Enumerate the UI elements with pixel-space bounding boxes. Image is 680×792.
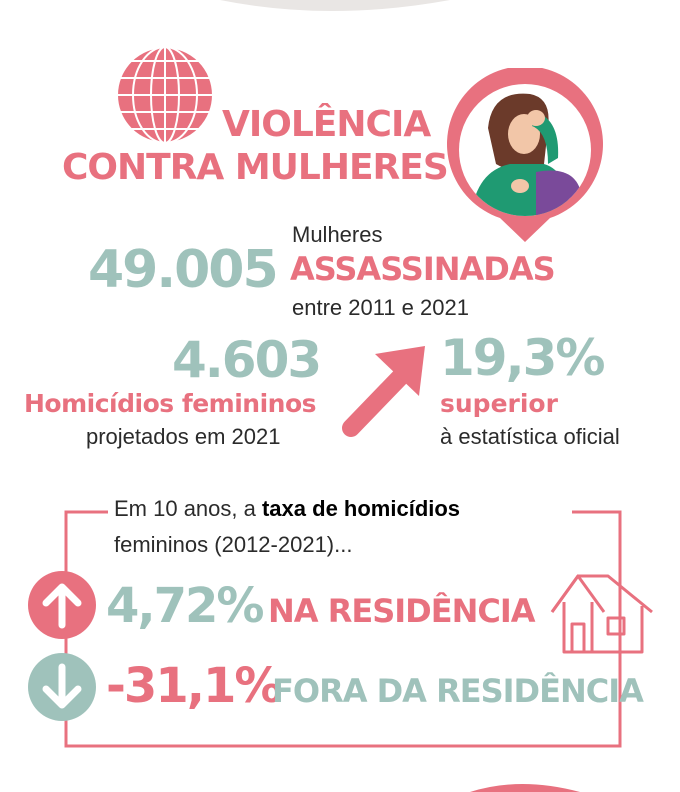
total-value: 49.005 xyxy=(88,240,277,300)
title-line-1: VIOLÊNCIA xyxy=(222,104,431,145)
rate-intro-line-2: femininos (2012-2021)... xyxy=(114,532,353,557)
total-line-1: Mulheres xyxy=(292,222,383,247)
superior-value: 19,3% xyxy=(440,329,604,387)
house-icon xyxy=(548,566,658,658)
arrow-down-circle-icon xyxy=(26,651,98,723)
inside-value: 4,72% xyxy=(106,578,263,634)
title-line-2: CONTRA MULHERES xyxy=(62,147,448,188)
projected-label: Homicídios femininos xyxy=(24,389,317,418)
projected-sub: projetados em 2021 xyxy=(86,424,281,449)
inside-label: NA RESIDÊNCIA xyxy=(268,592,535,630)
superior-label: superior xyxy=(440,389,558,418)
projected-value: 4.603 xyxy=(172,331,321,389)
outside-label: FORA DA RESIDÊNCIA xyxy=(272,672,643,710)
total-line-2: ASSASSINADAS xyxy=(290,250,555,288)
outside-value: -31,1% xyxy=(106,658,281,714)
rate-intro-line-1 xyxy=(114,496,460,522)
superior-sub: à estatística oficial xyxy=(440,424,620,449)
total-line-3: entre 2011 e 2021 xyxy=(292,295,469,320)
rate-intro-prefix: Em 10 anos, a xyxy=(114,496,262,521)
rate-intro-bold: taxa de homicídios xyxy=(261,496,461,521)
arrow-up-circle-icon xyxy=(26,569,98,641)
